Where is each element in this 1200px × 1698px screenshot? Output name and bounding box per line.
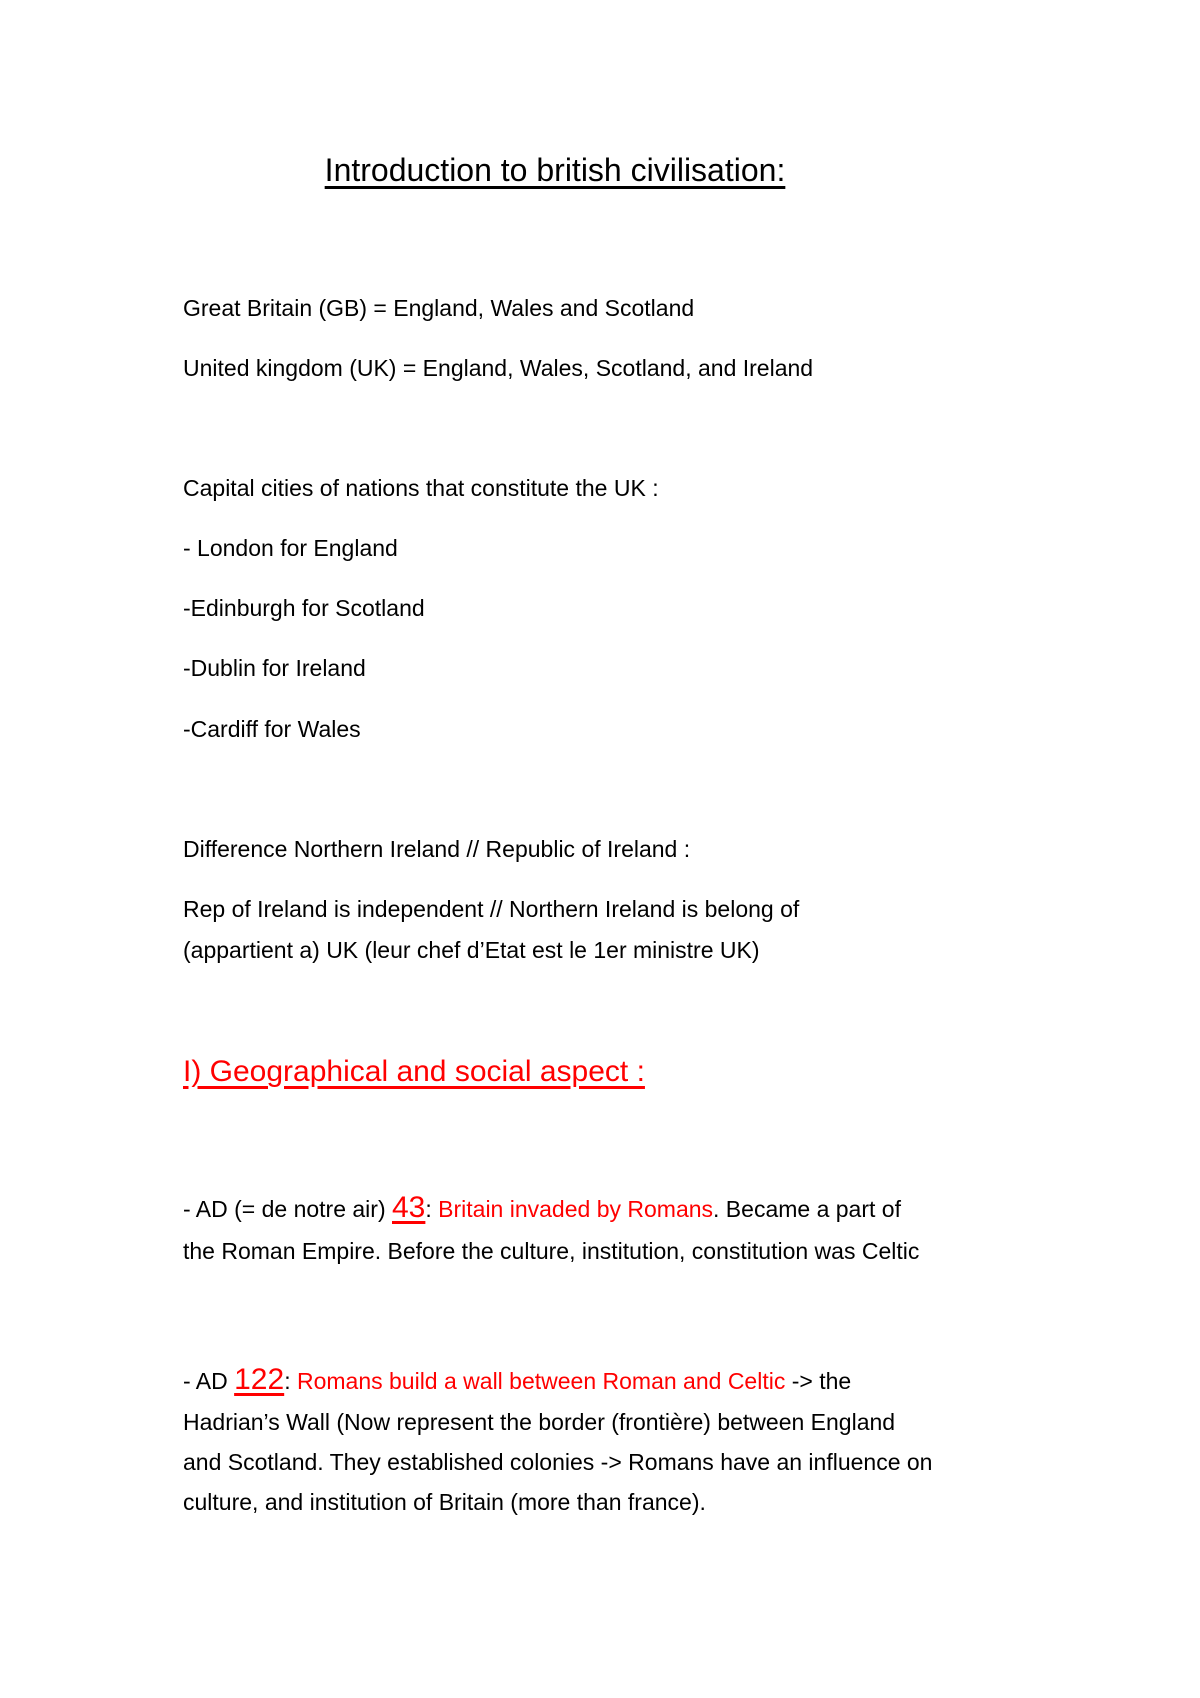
entry-43-highlight: Britain invaded by Romans [438,1196,714,1222]
difference-line-1: Rep of Ireland is independent // Northern Ireland is belong of [183,896,800,922]
entry-43-year: 43 [392,1191,426,1224]
difference-heading: Difference Northern Ireland // Republic of Ireland : [183,836,691,862]
capital-item-london: - London for England [183,535,398,561]
capital-item-edinburgh: -Edinburgh for Scotland [183,595,425,621]
entry-122-line-2: Hadrian’s Wall (Now represent the border (frontière) between England [183,1409,896,1435]
entry-122-year: 122 [234,1363,285,1396]
entry-122-rest: -> the [785,1368,852,1394]
entry-122-line-1 [183,1365,851,1396]
entry-122-prefix: - AD [183,1368,235,1394]
gb-definition: Great Britain (GB) = England, Wales and Scotland [183,295,695,321]
entry-43-line-1 [183,1193,901,1224]
capital-item-dublin: -Dublin for Ireland [183,655,366,681]
entry-43-colon: : [425,1196,439,1222]
capitals-heading: Capital cities of nations that constitute the UK : [183,475,659,501]
entry-43-line-2: the Roman Empire. Before the culture, institution, constitution was Celtic [183,1238,920,1264]
section-heading: I) Geographical and social aspect : [183,1055,645,1088]
entry-122-colon: : [284,1368,297,1394]
entry-122-line-3: and Scotland. They established colonies -> Romans have an influence on [183,1449,933,1475]
document-title: Introduction to british civilisation: [324,152,786,188]
uk-definition: United kingdom (UK) = England, Wales, Scotland, and Ireland [183,355,814,381]
capital-item-cardiff: -Cardiff for Wales [183,716,361,742]
entry-43-prefix: - AD (= de notre air) [183,1196,392,1222]
entry-43-rest: . Became a part of [713,1196,901,1222]
entry-122-line-4: culture, and institution of Britain (more than france). [183,1489,706,1515]
difference-line-2: (appartient a) UK (leur chef d’Etat est le 1er ministre UK) [183,937,760,963]
entry-122-highlight: Romans build a wall between Roman and Celtic [296,1368,786,1394]
